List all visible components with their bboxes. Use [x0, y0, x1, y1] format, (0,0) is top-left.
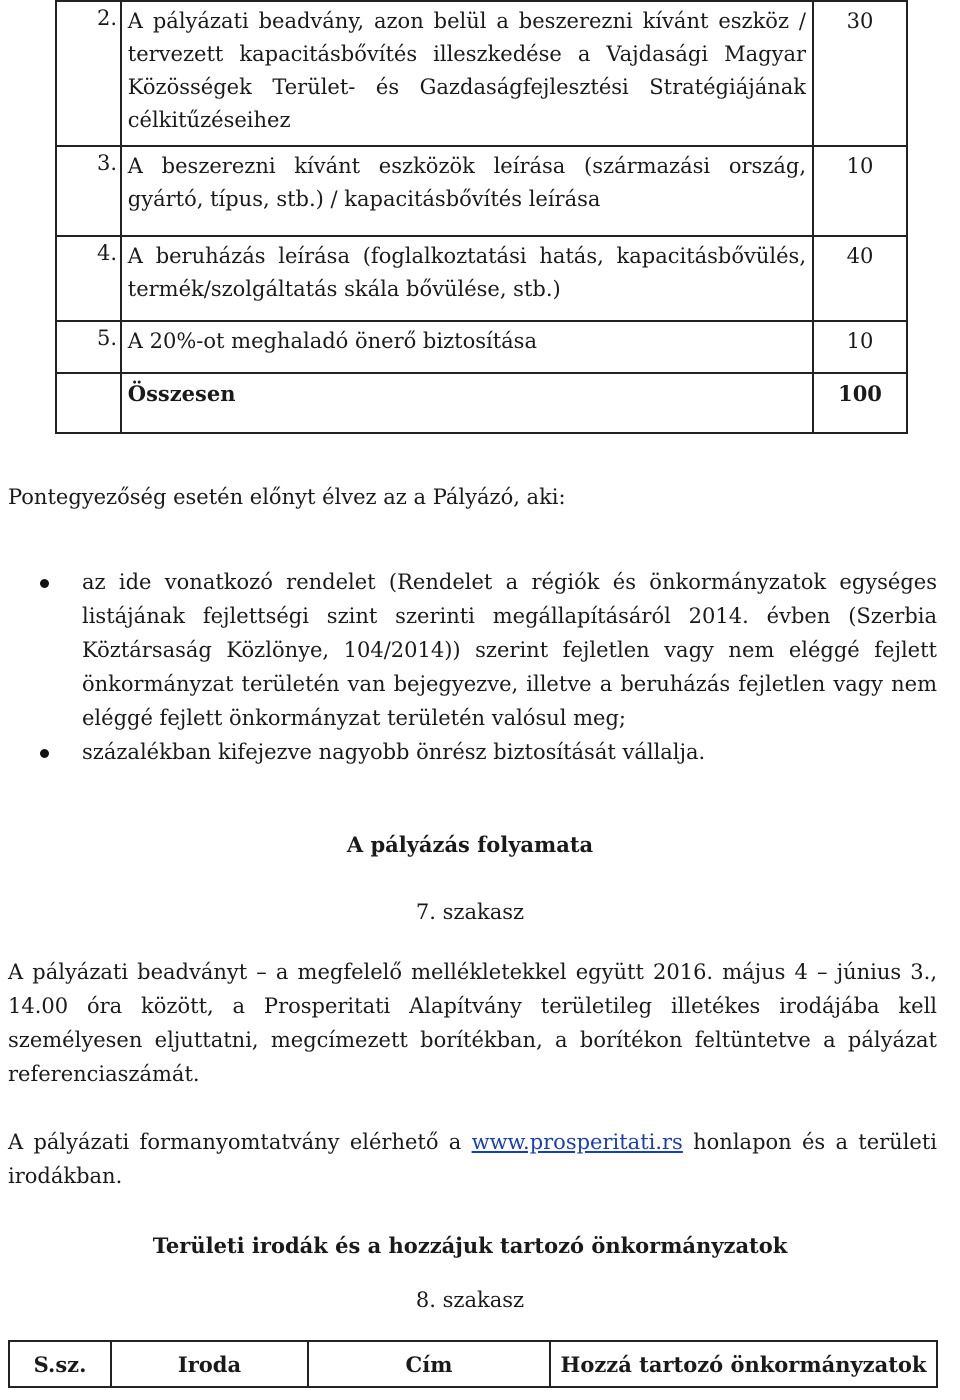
tie-intro: Pontegyezőség esetén előnyt élvez az a Pályázó, aki:: [8, 485, 566, 509]
criterion-points: 10: [813, 146, 907, 236]
tie-criteria-list: [20, 565, 937, 769]
list-item: [20, 565, 937, 735]
row-number: 5.: [56, 321, 121, 373]
section7-heading: A pályázás folyamata: [346, 832, 594, 857]
offices-table: [8, 1340, 938, 1388]
row-number: 4.: [56, 236, 121, 321]
row-number: 2.: [56, 1, 121, 146]
list-item: [20, 735, 937, 769]
col-header-number: S.sz.: [9, 1341, 111, 1387]
list-item-text: százalékban kifejezve nagyobb önrész biztosítását vállalja.: [82, 740, 706, 764]
table-row: [56, 1, 907, 146]
scoring-table: [55, 0, 908, 434]
table-row: [56, 236, 907, 321]
para2-text-after: honlapon és a területi irodákban.: [8, 1130, 937, 1188]
table-row: [56, 321, 907, 373]
section7-paragraph-2: [8, 1125, 937, 1193]
website-link[interactable]: www.prosperitati.rs: [471, 1130, 683, 1154]
bullet-icon: [40, 579, 49, 588]
section8-heading: Területi irodák és a hozzájuk tartozó önkormányzatok: [152, 1233, 788, 1258]
section7-paragraph-1: A pályázati beadványt – a megfelelő mellékletekkel együtt 2016. május 4 – június 3., 14.00 óra között, a Prosperitati Alapítvány területileg illetékes irodájába kell személyesen eljuttatni, megcímezett borítékban, a borítékon feltüntetve a pályázat referenciaszámát.: [8, 960, 937, 1086]
total-label: Összesen: [121, 373, 813, 433]
bullet-icon: [40, 749, 49, 758]
criterion-points: 30: [813, 1, 907, 146]
criterion-text: A 20%-ot meghaladó önerő biztosítása: [121, 321, 813, 373]
col-header-address: Cím: [308, 1341, 550, 1387]
criterion-points: 10: [813, 321, 907, 373]
table-row: [56, 146, 907, 236]
criterion-text: A pályázati beadvány, azon belül a beszerezni kívánt eszköz / tervezett kapacitásbővítés illeszkedése a Vajdasági Magyar Közösségek Terület- és Gazdaságfejlesztési Stratégiájának célkitűzéseihez: [121, 1, 813, 146]
criterion-text: A beszerezni kívánt eszközök leírása (származási ország, gyártó, típus, stb.) / kapacitásbővítés leírása: [121, 146, 813, 236]
section7-label: 7. szakasz: [415, 900, 525, 924]
criterion-text: A beruházás leírása (foglalkoztatási hatás, kapacitásbővülés, termék/szolgáltatás skála bővülése, stb.): [121, 236, 813, 321]
section8-label: 8. szakasz: [415, 1288, 525, 1312]
para2-text-before: A pályázati formanyomtatvány elérhető a: [8, 1130, 472, 1154]
list-item-text: az ide vonatkozó rendelet (Rendelet a régiók és önkormányzatok egységes listájának fejlettségi szint szerinti megállapításáról 2014. évben (Szerbia Köztársaság Közlönye, 104/2014)) szerint fejletlen vagy nem eléggé fejlett önkormányzat területén van bejegyezve, illetve a beruházás fejletlen vagy nem eléggé fejlett önkormányzat területén valósul meg;: [82, 570, 937, 730]
table-header-row: [9, 1341, 937, 1387]
table-total-row: [56, 373, 907, 433]
row-number: 3.: [56, 146, 121, 236]
row-number-empty: [56, 373, 121, 433]
criterion-points: 40: [813, 236, 907, 321]
total-points: 100: [813, 373, 907, 433]
col-header-municipalities: Hozzá tartozó önkormányzatok: [550, 1341, 937, 1387]
col-header-office: Iroda: [111, 1341, 308, 1387]
